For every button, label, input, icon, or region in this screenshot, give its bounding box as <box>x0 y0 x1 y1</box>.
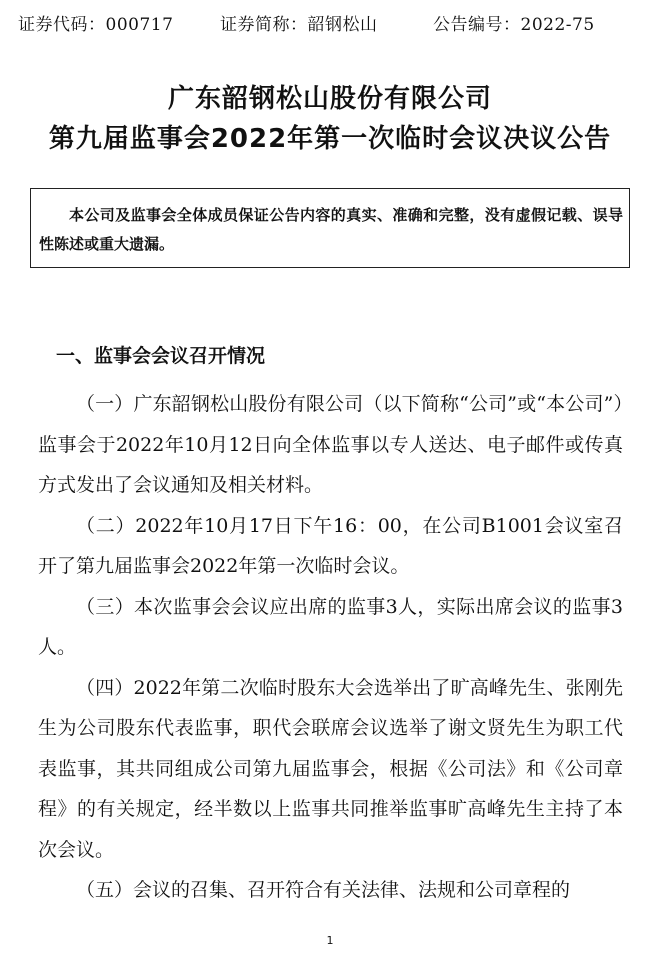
page-number: 1 <box>326 934 334 947</box>
paragraph-3: （三）本次监事会会议应出席的监事3人，实际出席会议的监事3人。 <box>38 595 623 658</box>
section-body <box>38 384 623 911</box>
paragraph-5: （五）会议的召集、召开符合有关法律、法规和公司章程的 <box>76 879 571 901</box>
paragraph-2: （二）2022年10月17日下午16：00，在公司B1001会议室召开了第九届监事会2022年第一次临时会议。 <box>38 514 623 577</box>
disclaimer-statement: 本公司及监事会全体成员保证公告内容的真实、准确和完整，没有虚假记载、误导性陈述或重大遗漏。 <box>30 188 630 268</box>
announcement-title: 第九届监事会2022年第一次临时会议决议公告 <box>48 124 612 154</box>
stock-code: 证券代码：000717 <box>18 15 174 35</box>
section-heading: 一、监事会会议召开情况 <box>56 345 266 367</box>
paragraph-4: （四）2022年第二次临时股东大会选举出了旷高峰先生、张刚先生为公司股东代表监事，职代会联席会议选举了谢文贤先生为职工代表监事，其共同组成公司第九届监事会，根据《公司法》和《公司章程》的有关规定，经半数以上监事共同推举监事旷高峰先生主持了本次会议。 <box>38 676 623 861</box>
paragraph-1: （一）广东韶钢松山股份有限公司（以下简称“公司”或“本公司”）监事会于2022年10月12日向全体监事以专人送达、电子邮件或传真方式发出了会议通知及相关材料。 <box>38 393 623 496</box>
stock-abbreviation: 证券简称：韶钢松山 <box>220 15 378 35</box>
company-title: 广东韶钢松山股份有限公司 <box>167 84 492 114</box>
announcement-number: 公告编号：2022-75 <box>433 15 595 35</box>
